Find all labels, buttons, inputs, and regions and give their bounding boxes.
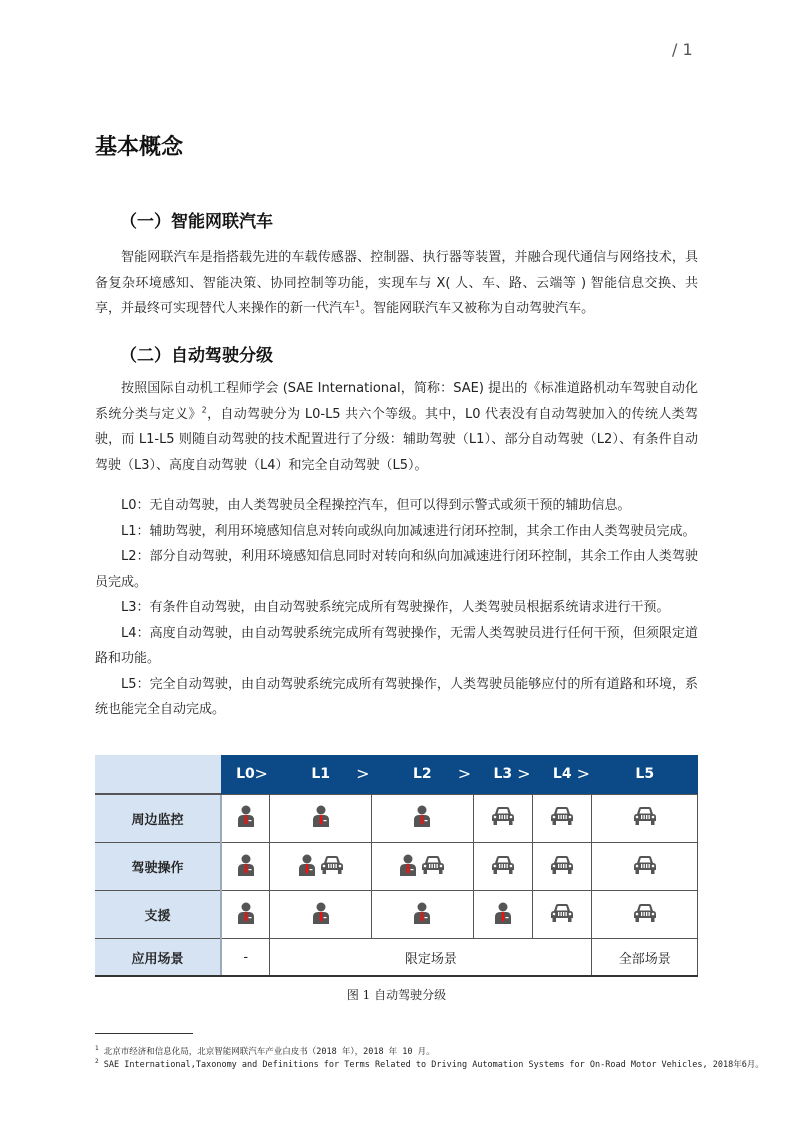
person-icon (312, 902, 330, 928)
car-icon (550, 903, 574, 927)
footnote-2 (95, 1058, 764, 1070)
level-label: L0 (236, 766, 255, 783)
footnote-number: 1 (95, 1045, 99, 1053)
footnote-text: 北京市经济和信息化局，北京智能网联汽车产业白皮书（2018 年），2018 年 10 月。 (103, 1047, 435, 1057)
car-icon (491, 806, 515, 830)
footnote-number: 2 (95, 1058, 99, 1066)
person-icon (312, 805, 330, 831)
footnote-divider (95, 1033, 193, 1034)
table-cell (270, 891, 372, 939)
chevron-right-icon: > (254, 764, 268, 783)
chevron-right-icon: > (517, 764, 531, 783)
person-icon (399, 854, 417, 880)
table-cell (533, 843, 592, 891)
car-icon (633, 903, 657, 927)
page-number: / 1 (672, 40, 693, 59)
section2-paragraph (95, 376, 698, 478)
person-icon (237, 854, 255, 880)
table-row (95, 794, 698, 843)
level-list (95, 493, 698, 723)
person-icon (298, 854, 316, 880)
para-text: 智能网联汽车是指搭载先进的车载传感器、控制器、执行器等装置，并融合现代通信与网络技术，具备复杂环境感知、智能决策、协同控制等功能，实现车与 X( 人、车、路、云端等 ) 智能信息交换、共享，并最终可实现替代人来操作的新一代汽车 (95, 250, 698, 316)
table-cell (473, 843, 532, 891)
person-icon (494, 902, 512, 928)
table-cell (473, 891, 532, 939)
car-icon (491, 855, 515, 879)
row-header: 驾驶操作 (95, 843, 221, 891)
footnote-1 (95, 1045, 435, 1057)
table-cell (533, 891, 592, 939)
row-header: 应用场景 (95, 939, 221, 977)
footnote-ref[interactable]: 2 (201, 405, 207, 415)
table-cell (221, 794, 270, 843)
section-heading-2: （二）自动驾驶分级 (120, 346, 273, 366)
level-item: L0：无自动驾驶，由人类驾驶员全程操控汽车，但可以得到示警式或须干预的辅助信息。 (121, 498, 631, 513)
level-item: L2：部分自动驾驶，利用环境感知信息同时对转向和纵向加减速进行闭环控制，其余工作由人类驾驶员完成。 (95, 549, 698, 590)
chevron-right-icon: > (457, 764, 472, 783)
car-icon (320, 855, 344, 879)
section-heading-1: （一）智能网联汽车 (120, 212, 273, 232)
scenario-full: 全部场景 (592, 939, 698, 977)
table-cell (221, 843, 270, 891)
car-icon (421, 855, 445, 879)
table-row-scenario (95, 939, 698, 977)
para-text: 。智能网联汽车又被称为自动驾驶汽车。 (360, 301, 595, 316)
level-item: L3：有条件自动驾驶，由自动驾驶系统完成所有驾驶操作，人类驾驶员根据系统请求进行干预。 (121, 600, 670, 615)
table-cell (592, 891, 698, 939)
level-label: L5 (635, 766, 655, 783)
person-icon (237, 902, 255, 928)
table-cell (592, 794, 698, 843)
chevron-right-icon: > (576, 764, 590, 783)
figure-caption: 图 1 自动驾驶分级 (346, 988, 447, 1002)
level-item: L5：完全自动驾驶，由自动驾驶系统完成所有驾驶操作，人类驾驶员能够应付的所有道路和环境，系统也能完全自动完成。 (95, 676, 698, 717)
chevron-right-icon: > (356, 764, 370, 783)
level-label: L2 (412, 766, 432, 783)
section1-paragraph (95, 245, 698, 322)
level-header-l3 (473, 755, 532, 794)
table-cell (270, 794, 372, 843)
car-icon (550, 855, 574, 879)
level-header-l0 (221, 755, 270, 794)
table-cell (372, 843, 474, 891)
page-title: 基本概念 (95, 135, 184, 160)
level-label: L3 (493, 766, 513, 783)
row-header: 支援 (95, 891, 221, 939)
person-icon (413, 805, 431, 831)
para-text: 按照国际自动机工程师学会 (SAE International，简称：SAE) 提出的《标准道路机动车驾驶自动化系统分类与定义》 (95, 381, 698, 422)
car-icon (633, 806, 657, 830)
table-row (95, 843, 698, 891)
scenario-l0: - (221, 939, 270, 977)
row-header: 周边监控 (95, 794, 221, 843)
car-icon (633, 855, 657, 879)
level-label: L4 (552, 766, 572, 783)
person-icon (237, 805, 255, 831)
level-label: L1 (311, 766, 331, 783)
footnote-ref[interactable]: 1 (355, 299, 361, 309)
table-cell (592, 843, 698, 891)
scenario-limited: 限定场景 (270, 939, 592, 977)
person-icon (413, 902, 431, 928)
table-cell (473, 794, 532, 843)
para-text: ，自动驾驶分为 L0-L5 共六个等级。其中，L0 代表没有自动驾驶加入的传统人类驾驶，而 L1-L5 则随自动驾驶的技术配置进行了分级：辅助驾驶（L1）、部分自动驾驶（L2）、有条件自动驾驶（L3）、高度自动驾驶（L4）和完全自动驾驶（L5）。 (95, 406, 698, 473)
table-cell (533, 794, 592, 843)
table-corner (95, 755, 221, 794)
level-header-l1 (270, 755, 372, 794)
level-header-l2 (372, 755, 474, 794)
table-cell (372, 891, 474, 939)
table-cell (372, 794, 474, 843)
level-item: L1：辅助驾驶，利用环境感知信息对转向或纵向加减速进行闭环控制，其余工作由人类驾驶员完成。 (121, 523, 696, 539)
level-header-l5 (592, 755, 698, 794)
automation-level-table (95, 755, 698, 977)
footnote-text: SAE International,Taxonomy and Definitions for Terms Related to Driving Automation Systems for On-Road Motor Vehicles, 2018年6月。 (103, 1060, 764, 1070)
level-header-l4 (533, 755, 592, 794)
car-icon (550, 806, 574, 830)
table-row (95, 891, 698, 939)
table-cell (221, 891, 270, 939)
level-item: L4：高度自动驾驶，由自动驾驶系统完成所有驾驶操作，无需人类驾驶员进行任何干预，但须限定道路和功能。 (95, 625, 698, 666)
table-cell (270, 843, 372, 891)
